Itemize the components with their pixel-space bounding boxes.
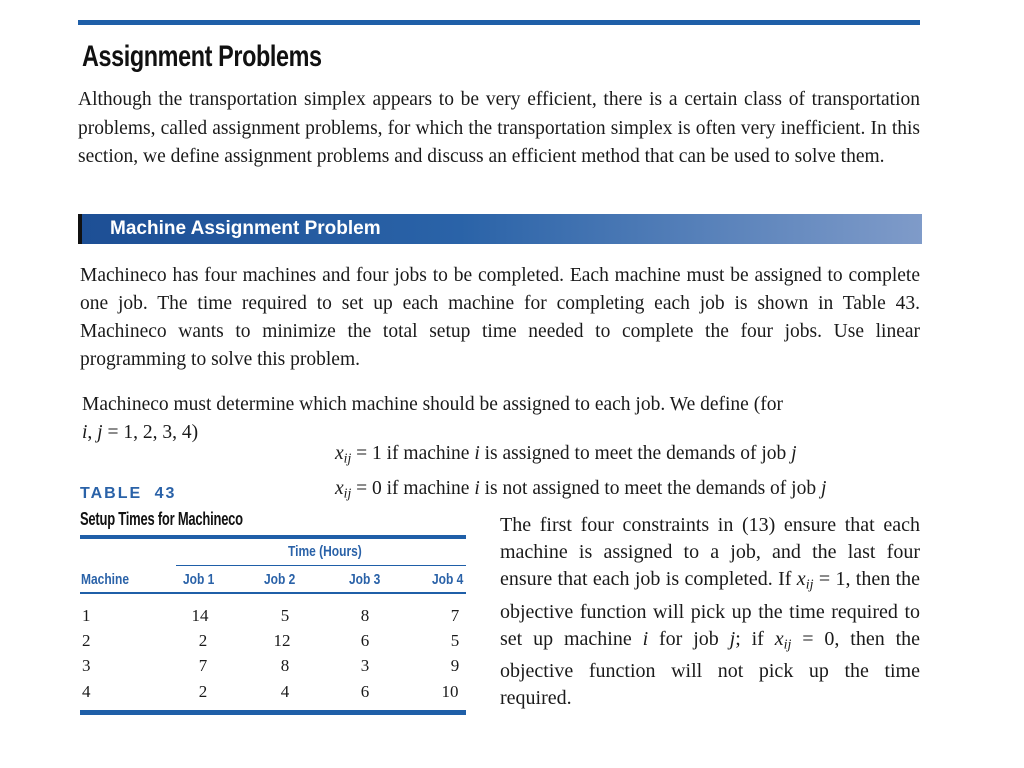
side-text-1: The first four constraints in (13) ensure that each machine is assigned to a job, and the last four ensure that each job is completed. If [500, 514, 920, 590]
table-cell: 7 [198, 656, 208, 675]
section-banner-title: Machine Assignment Problem [110, 218, 381, 239]
table-number: 43 [154, 485, 177, 502]
eq1-j: j [791, 443, 797, 464]
eq2-i: i [474, 478, 480, 499]
solution-lead-text: Machineco must determine which machine should be assigned to each job. We define (for [82, 394, 783, 415]
table-cell: 3 [360, 656, 370, 675]
equation-not-assigned [335, 478, 826, 501]
side-text-5: = 0, then the objective function will not pick up the time required. [500, 627, 921, 709]
table-cell-machine: 2 [82, 631, 91, 650]
solution-lead: Machineco must determine which machine should be assigned to each job. We define (for i, j = 1, 2, 3, 4) [82, 394, 783, 443]
table-cell: 5 [450, 631, 460, 650]
table-cell: 6 [360, 682, 370, 701]
table-bottom-rule [80, 710, 466, 715]
side-sub-1: ij [805, 577, 814, 593]
side-i: i [642, 627, 649, 650]
constraint-explanation [500, 512, 920, 712]
table-cell: 9 [450, 656, 460, 675]
table-label [80, 485, 176, 503]
table-cell: 10 [441, 682, 459, 701]
table-col-header: Job 1 [183, 571, 215, 588]
eq1-var: x [335, 443, 344, 464]
eq1-rhs-b: is assigned to meet the demands of job [484, 443, 787, 464]
equation-assigned [335, 443, 797, 466]
table-cell-machine: 1 [82, 606, 91, 625]
table-cell: 8 [280, 656, 290, 675]
table-group-header: Time (Hours) [288, 543, 362, 560]
eq2-j: j [820, 478, 827, 499]
table-cell: 14 [191, 606, 209, 625]
table-group-rule [176, 565, 466, 566]
page-title: Assignment Problems [82, 40, 322, 73]
side-sub-2: ij [783, 637, 792, 652]
top-rule [78, 20, 920, 25]
eq1-sub: ij [343, 450, 352, 466]
table-cell: 8 [360, 606, 370, 625]
table-header-rule [80, 592, 466, 594]
side-j: j [729, 627, 736, 650]
table-top-rule [80, 535, 466, 539]
eq2-var: x [335, 478, 344, 499]
problem-statement: Machineco has four machines and four jobs to be completed. Each machine must be assigned to complete one job. The time required to set up each machine for completing each job is shown in Table 43. Machineco wants to minimize the total setup time needed to complete the four jobs. Use linear programming to solve this problem. [80, 265, 920, 370]
table-cell: 6 [360, 631, 370, 650]
table-row-header: Machine [81, 571, 130, 588]
eq1-i: i [474, 443, 480, 464]
table-col-header: Job 4 [432, 571, 464, 588]
side-text-2: = 1, then the objective function will pick up the time required to set up machine [500, 568, 921, 650]
table-cell-machine: 3 [82, 656, 91, 675]
eq1-rhs-a: = 1 if machine [356, 443, 470, 464]
table-cell: 7 [450, 606, 460, 625]
table-label-word: TABLE [80, 485, 143, 502]
table-col-header: Job 2 [264, 571, 296, 588]
side-x-2: x [774, 627, 784, 650]
side-text-3: for job [659, 627, 719, 650]
side-x-1: x [796, 568, 806, 590]
table-cell: 2 [198, 631, 208, 650]
eq2-rhs-b: is not assigned to meet the demands of job [484, 478, 817, 499]
index-var-j: j [97, 422, 103, 443]
table-col-header: Job 3 [349, 571, 381, 588]
table-cell-machine: 4 [82, 682, 91, 701]
intro-paragraph: Although the transportation simplex appears to be very efficient, there is a certain class of transportation problems, called assignment problems, for which the transportation simplex is often very inefficient. In this section, we define assignment problems and discuss an efficient method that can be used to solve them. [78, 89, 920, 167]
index-values: = 1, 2, 3, 4) [107, 422, 199, 443]
section-banner [78, 214, 922, 244]
table-caption: Setup Times for Machineco [80, 509, 243, 529]
table-cell: 12 [273, 631, 291, 650]
eq2-rhs-a: = 0 if machine [356, 478, 470, 499]
table-cell: 2 [198, 682, 208, 701]
eq2-sub: ij [343, 485, 352, 501]
side-text-4: ; if [735, 627, 764, 650]
table-cell: 5 [280, 606, 290, 625]
table-cell: 4 [280, 682, 290, 701]
index-var-i: i [82, 422, 88, 443]
